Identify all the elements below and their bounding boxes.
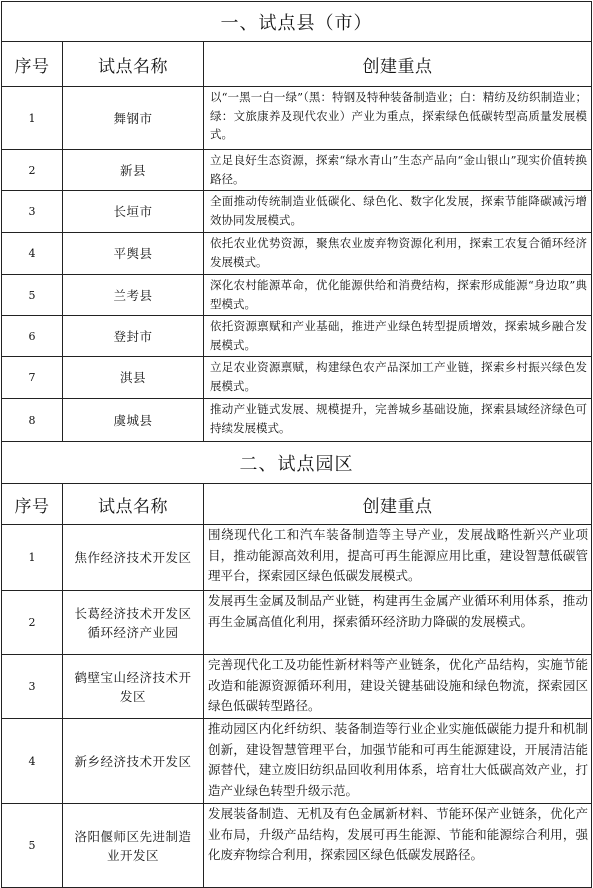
row-focus: 依托资源禀赋和产业基础，推进产业绿色转型提质增效，探索城乡融合发展模式。 bbox=[204, 316, 592, 357]
pilot-list-document bbox=[1, 1, 591, 888]
section-title-row bbox=[2, 442, 592, 484]
row-serial: 5 bbox=[2, 275, 63, 316]
row-name: 淇县 bbox=[63, 357, 204, 399]
row-focus: 深化农村能源革命，优化能源供给和消费结构，探索形成能源“身边取”典型模式。 bbox=[204, 275, 592, 316]
table-row bbox=[2, 655, 592, 719]
row-name: 虞城县 bbox=[63, 399, 204, 442]
header-name: 试点名称 bbox=[63, 484, 204, 525]
row-serial: 6 bbox=[2, 316, 63, 357]
table-row bbox=[2, 399, 592, 442]
row-name: 焦作经济技术开发区 bbox=[63, 525, 204, 591]
header-serial: 序号 bbox=[2, 484, 63, 525]
row-focus: 立足良好生态资源，探索“绿水青山”生态产品向“金山银山”现实价值转换路径。 bbox=[204, 150, 592, 191]
row-serial: 3 bbox=[2, 191, 63, 233]
row-focus: 立足农业资源禀赋，构建绿色农产品深加工产业链，探索乡村振兴绿色发展模式。 bbox=[204, 357, 592, 399]
header-serial: 序号 bbox=[2, 42, 63, 87]
row-focus: 全面推动传统制造业低碳化、绿色化、数字化发展，探索节能降碳减污增效协同发展模式。 bbox=[204, 191, 592, 233]
table-row bbox=[2, 357, 592, 399]
table-row bbox=[2, 150, 592, 191]
row-name: 长葛经济技术开发区循环经济产业园 bbox=[63, 591, 204, 655]
row-focus: 围绕现代化工和汽车装备制造等主导产业，发展战略性新兴产业项目，推动能源高效利用，提高可再生能源应用比重，建设智慧低碳管理平台，探索园区绿色低碳发展模式。 bbox=[204, 525, 592, 591]
row-serial: 1 bbox=[2, 87, 63, 150]
table-row bbox=[2, 233, 592, 275]
row-serial: 2 bbox=[2, 150, 63, 191]
row-name: 新县 bbox=[63, 150, 204, 191]
section-title-parks: 二、试点园区 bbox=[2, 442, 592, 484]
row-serial: 4 bbox=[2, 719, 63, 804]
row-serial: 8 bbox=[2, 399, 63, 442]
table-row bbox=[2, 804, 592, 888]
row-focus: 发展再生金属及制品产业链，构建再生金属产业循环利用体系，推动再生金属高值化利用，探索循环经济助力降碳的发展模式。 bbox=[204, 591, 592, 655]
table-header-row bbox=[2, 484, 592, 525]
table-row bbox=[2, 525, 592, 591]
header-name: 试点名称 bbox=[63, 42, 204, 87]
row-focus: 以“一黑一白一绿”（黑：特钢及特种装备制造业；白：精纺及纺织制造业；绿：文旅康养及现代农业）产业为重点，探索绿色低碳转型高质量发展模式。 bbox=[204, 87, 592, 150]
table-row bbox=[2, 275, 592, 316]
row-name: 登封市 bbox=[63, 316, 204, 357]
row-focus: 完善现代化工及功能性新材料等产业链条，优化产品结构，实施节能改造和能源资源循环利用，建设关键基础设施和绿色物流，探索园区绿色低碳转型路径。 bbox=[204, 655, 592, 719]
table-row bbox=[2, 316, 592, 357]
section-title-row bbox=[2, 2, 592, 42]
table-row bbox=[2, 87, 592, 150]
row-focus: 推动产业链式发展、规模提升，完善城乡基础设施，探索县域经济绿色可持续发展模式。 bbox=[204, 399, 592, 442]
table-row bbox=[2, 591, 592, 655]
row-serial: 4 bbox=[2, 233, 63, 275]
pilot-table bbox=[1, 1, 592, 888]
header-focus: 创建重点 bbox=[204, 42, 592, 87]
section-title-counties: 一、试点县（市） bbox=[2, 2, 592, 42]
header-focus: 创建重点 bbox=[204, 484, 592, 525]
row-focus: 发展装备制造、无机及有色金属新材料、节能环保产业链条，优化产业布局，升级产品结构，发展可再生能源、节能和能源综合利用，强化废弃物综合利用，探索园区绿色低碳发展路径。 bbox=[204, 804, 592, 888]
table-row bbox=[2, 191, 592, 233]
row-serial: 1 bbox=[2, 525, 63, 591]
row-name: 鹤壁宝山经济技术开发区 bbox=[63, 655, 204, 719]
row-focus: 推动园区内化纤纺织、装备制造等行业企业实施低碳能力提升和机制创新，建设智慧管理平台，加强节能和可再生能源建设，开展清洁能源替代，建立废旧纺织品回收利用体系，培育壮大低碳高效产业，打造产业绿色转型升级示范。 bbox=[204, 719, 592, 804]
row-name: 舞钢市 bbox=[63, 87, 204, 150]
row-name: 兰考县 bbox=[63, 275, 204, 316]
table-header-row bbox=[2, 42, 592, 87]
row-serial: 3 bbox=[2, 655, 63, 719]
row-name: 长垣市 bbox=[63, 191, 204, 233]
row-serial: 7 bbox=[2, 357, 63, 399]
row-serial: 2 bbox=[2, 591, 63, 655]
row-name: 平舆县 bbox=[63, 233, 204, 275]
row-serial: 5 bbox=[2, 804, 63, 888]
table-row bbox=[2, 719, 592, 804]
row-focus: 依托农业优势资源，聚焦农业废弃物资源化利用，探索工农复合循环经济发展模式。 bbox=[204, 233, 592, 275]
row-name: 洛阳偃师区先进制造业开发区 bbox=[63, 804, 204, 888]
row-name: 新乡经济技术开发区 bbox=[63, 719, 204, 804]
